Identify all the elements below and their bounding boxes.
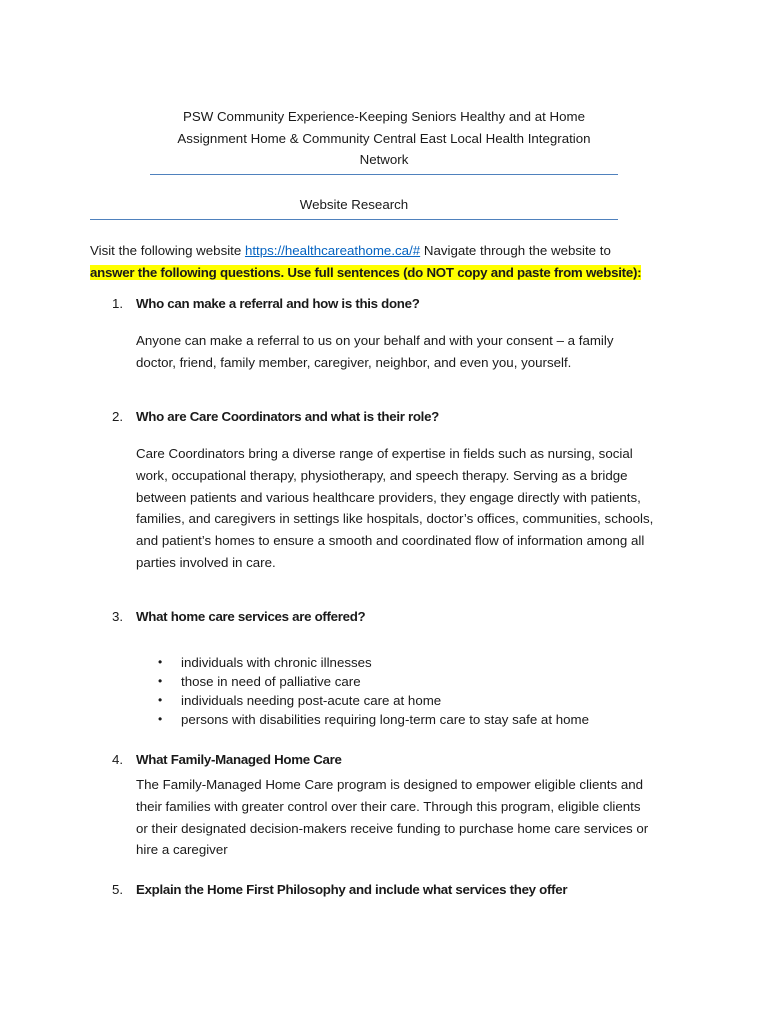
answer-line: Care Coordinators bring a diverse range of expertise in fields such as nursing, social: [136, 446, 633, 461]
header-divider: [150, 174, 618, 175]
answer-line: families, and caregivers in settings like hospitals, doctor’s offices, communities, schools,: [136, 511, 654, 527]
answer-line: or their designated decision-makers receive funding to purchase home care services or: [136, 820, 649, 836]
answer-line: and patient’s homes to ensure a smooth and coordinated flow of information among all: [136, 533, 645, 549]
question-title: What Family-Managed Home Care: [136, 752, 342, 767]
intro-prefix: Visit the following website: [90, 243, 245, 258]
question-number: 4.: [112, 752, 124, 767]
bullet-icon: •: [158, 655, 163, 669]
answer-line: hire a caregiver: [136, 842, 228, 858]
list-item: [136, 672, 589, 691]
question-title: Explain the Home First Philosophy and include what services they offer: [136, 882, 568, 897]
list-item: [136, 653, 589, 672]
highlighted-instruction: answer the following questions. Use full sentences (do NOT copy and paste from website):: [90, 264, 642, 280]
question-number: 3.: [112, 609, 124, 624]
question-number: 5.: [112, 882, 124, 897]
question-title: Who are Care Coordinators and what is their role?: [136, 409, 439, 424]
website-link[interactable]: https://healthcareathome.ca/#: [244, 243, 421, 258]
list-item-text: those in need of palliative care: [181, 674, 361, 689]
question-number: 2.: [112, 409, 124, 424]
header-line-2: Assignment Home & Community Central East Local Health Integration: [177, 130, 591, 146]
header-line-1: PSW Community Experience-Keeping Seniors Healthy and at Home: [182, 109, 586, 124]
bullet-icon: •: [158, 674, 163, 688]
document-subtitle: Website Research: [299, 197, 409, 212]
answer-paragraph: [136, 774, 682, 861]
question-title: What home care services are offered?: [136, 609, 366, 624]
answer-paragraph: [136, 330, 682, 374]
answer-line: doctor, friend, family member, caregiver, neighbor, and even you, yourself.: [136, 354, 572, 370]
list-item: [136, 710, 589, 729]
answer-paragraph: [136, 443, 682, 574]
answer-line: work, occupational therapy, physiotherapy, and speech therapy. Serving as a bridge: [136, 467, 628, 483]
intro-suffix: Navigate through the website to: [420, 243, 611, 258]
answer-line: parties involved in care.: [136, 554, 276, 570]
list-item-text: individuals needing post-acute care at home: [181, 693, 442, 708]
services-list: [136, 653, 589, 729]
answer-line: between patients and various healthcare providers, they engage directly with patients,: [136, 489, 641, 505]
bullet-icon: •: [158, 693, 163, 707]
list-item-text: individuals with chronic illnesses: [181, 655, 372, 670]
intro-paragraph: [90, 240, 690, 283]
question-number: 1.: [112, 296, 124, 311]
list-item-text: persons with disabilities requiring long-term care to stay safe at home: [181, 712, 589, 727]
answer-line: The Family-Managed Home Care program is designed to empower eligible clients and: [136, 777, 644, 792]
bullet-icon: •: [158, 712, 163, 726]
question-title: Who can make a referral and how is this done?: [136, 296, 420, 311]
document-header: [150, 106, 618, 171]
list-item: [136, 691, 589, 710]
answer-line: Anyone can make a referral to us on your behalf and with your consent – a family: [136, 333, 614, 348]
header-line-3: Network: [359, 152, 409, 167]
answer-line: their families with greater control over their care. Through this program, eligible clients: [136, 798, 641, 814]
subtitle-divider: [90, 219, 618, 220]
